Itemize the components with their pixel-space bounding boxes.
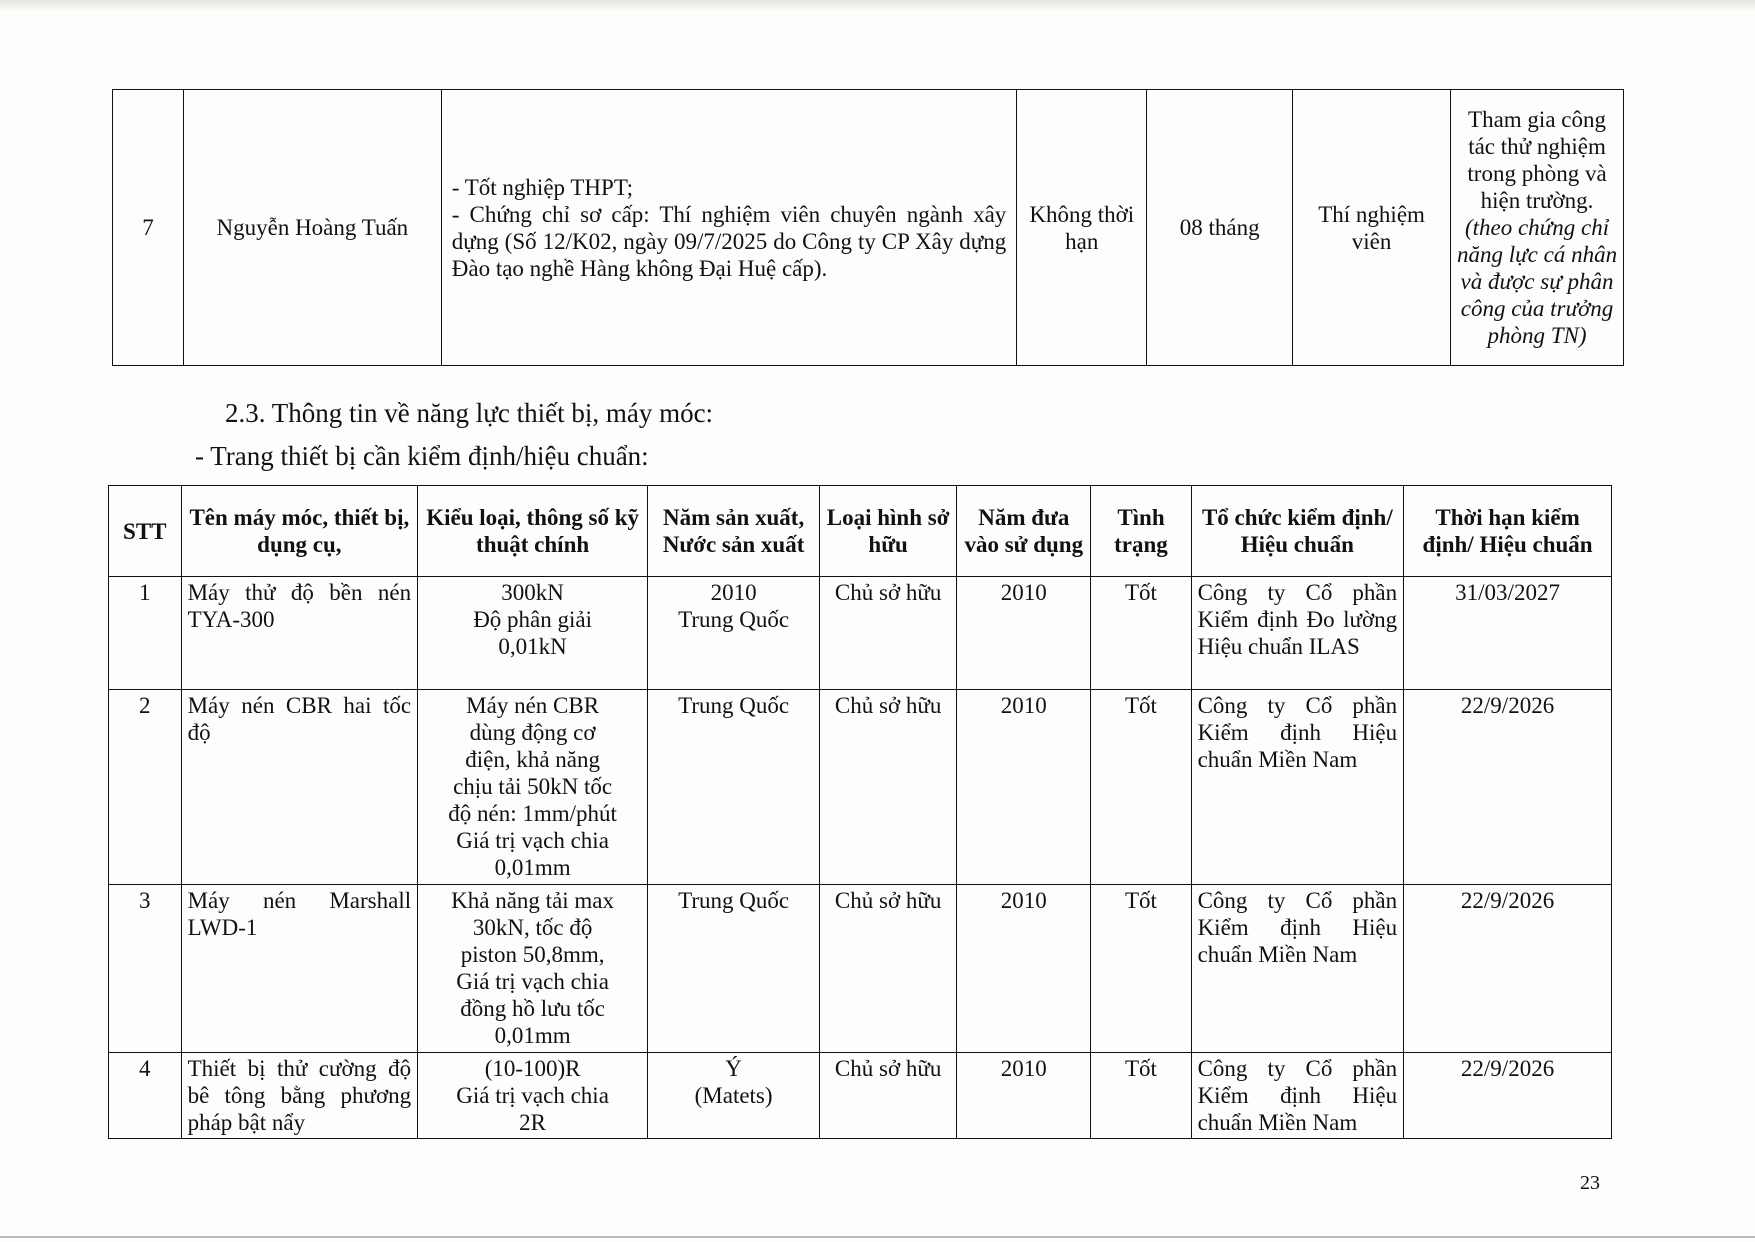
staff-name: Nguyễn Hoàng Tuấn (183, 90, 441, 366)
cell-year-use: 2010 (957, 885, 1091, 1053)
cell-spec: Máy nén CBR dùng động cơ điện, khả năng chịu tải 50kN tốc độ nén: 1mm/phút Giá trị vạch chia 0,01mm (418, 690, 648, 885)
cell-org: Công ty Cổ phần Kiểm định Đo lường Hiệu chuẩn ILAS (1191, 577, 1404, 690)
header-status: Tình trạng (1091, 486, 1191, 577)
header-expiry: Thời hạn kiểm định/ Hiệu chuẩn (1404, 486, 1612, 577)
cell-expiry: 31/03/2027 (1404, 577, 1612, 690)
cell-ownership: Chủ sở hữu (820, 1053, 957, 1139)
page-bottom-edge (0, 1236, 1755, 1238)
cell-spec: (10-100)R Giá trị vạch chia 2R (418, 1053, 648, 1139)
task-text: Tham gia công tác thử nghiệm trong phòng và hiện trường. (1467, 107, 1607, 213)
staff-qualification (441, 90, 1017, 366)
cell-made: 2010 Trung Quốc (648, 577, 820, 690)
header-ownership: Loại hình sở hữu (820, 486, 957, 577)
qualification-line-2: - Chứng chỉ sơ cấp: Thí nghiệm viên chuyên ngành xây dựng (Số 12/K02, ngày 09/7/2025 do Công ty CP Xây dựng Đào tạo nghề Hàng không Đại Huệ cấp). (451, 201, 1007, 281)
cell-status: Tốt (1091, 885, 1191, 1053)
staff-experience: 08 tháng (1147, 90, 1293, 366)
table-row (109, 690, 1612, 885)
cell-ownership: Chủ sở hữu (820, 885, 957, 1053)
cell-expiry: 22/9/2026 (1404, 690, 1612, 885)
qualification-line-1: - Tốt nghiệp THPT; (451, 174, 633, 200)
cell-ownership: Chủ sở hữu (820, 690, 957, 885)
table-row (109, 577, 1612, 690)
staff-task (1451, 90, 1624, 366)
cell-spec: 300kN Độ phân giải 0,01kN (418, 577, 648, 690)
header-stt: STT (109, 486, 182, 577)
staff-stt: 7 (113, 90, 184, 366)
table-row (109, 885, 1612, 1053)
staff-table (112, 89, 1624, 366)
section-title: 2.3. Thông tin về năng lực thiết bị, máy móc: (225, 398, 714, 428)
cell-year-use: 2010 (957, 577, 1091, 690)
cell-status: Tốt (1091, 690, 1191, 885)
cell-spec: Khả năng tải max 30kN, tốc độ piston 50,8mm, Giá trị vạch chia đồng hồ lưu tốc 0,01mm (418, 885, 648, 1053)
cell-expiry: 22/9/2026 (1404, 1053, 1612, 1139)
cell-name: Máy thử độ bền nén TYA-300 (181, 577, 418, 690)
cell-expiry: 22/9/2026 (1404, 885, 1612, 1053)
cell-org: Công ty Cổ phần Kiểm định Hiệu chuẩn Miền Nam (1191, 690, 1404, 885)
page-number: 23 (1580, 1172, 1600, 1194)
table-row (109, 1053, 1612, 1139)
header-org: Tổ chức kiểm định/ Hiệu chuẩn (1191, 486, 1404, 577)
cell-stt: 4 (109, 1053, 182, 1139)
cell-status: Tốt (1091, 1053, 1191, 1139)
table-header-row (109, 486, 1612, 577)
header-year-use: Năm đưa vào sử dụng (957, 486, 1091, 577)
cell-status: Tốt (1091, 577, 1191, 690)
cell-year-use: 2010 (957, 690, 1091, 885)
staff-contract: Không thời hạn (1017, 90, 1147, 366)
header-spec: Kiểu loại, thông số kỹ thuật chính (418, 486, 648, 577)
cell-org: Công ty Cổ phần Kiểm định Hiệu chuẩn Miền Nam (1191, 1053, 1404, 1139)
cell-ownership: Chủ sở hữu (820, 577, 957, 690)
cell-made: Trung Quốc (648, 690, 820, 885)
header-name: Tên máy móc, thiết bị, dụng cụ, (181, 486, 418, 577)
cell-made: Trung Quốc (648, 885, 820, 1053)
cell-org: Công ty Cổ phần Kiểm định Hiệu chuẩn Miền Nam (1191, 885, 1404, 1053)
table-row (113, 90, 1624, 366)
cell-name: Máy nén Marshall LWD-1 (181, 885, 418, 1053)
scan-edge (0, 0, 1755, 12)
cell-made: Ý (Matets) (648, 1053, 820, 1139)
header-made: Năm sản xuất, Nước sản xuất (648, 486, 820, 577)
cell-name: Thiết bị thử cường độ bê tông bằng phương pháp bật nẩy (181, 1053, 418, 1139)
cell-year-use: 2010 (957, 1053, 1091, 1139)
section-subtitle: - Trang thiết bị cần kiểm định/hiệu chuẩn: (195, 441, 649, 471)
task-note: (theo chứng chỉ năng lực cá nhân và được sự phân công của trưởng phòng TN) (1456, 215, 1618, 348)
staff-position: Thí nghiệm viên (1293, 90, 1451, 366)
equipment-table (108, 485, 1612, 1139)
cell-stt: 1 (109, 577, 182, 690)
cell-stt: 2 (109, 690, 182, 885)
cell-name: Máy nén CBR hai tốc độ (181, 690, 418, 885)
cell-stt: 3 (109, 885, 182, 1053)
